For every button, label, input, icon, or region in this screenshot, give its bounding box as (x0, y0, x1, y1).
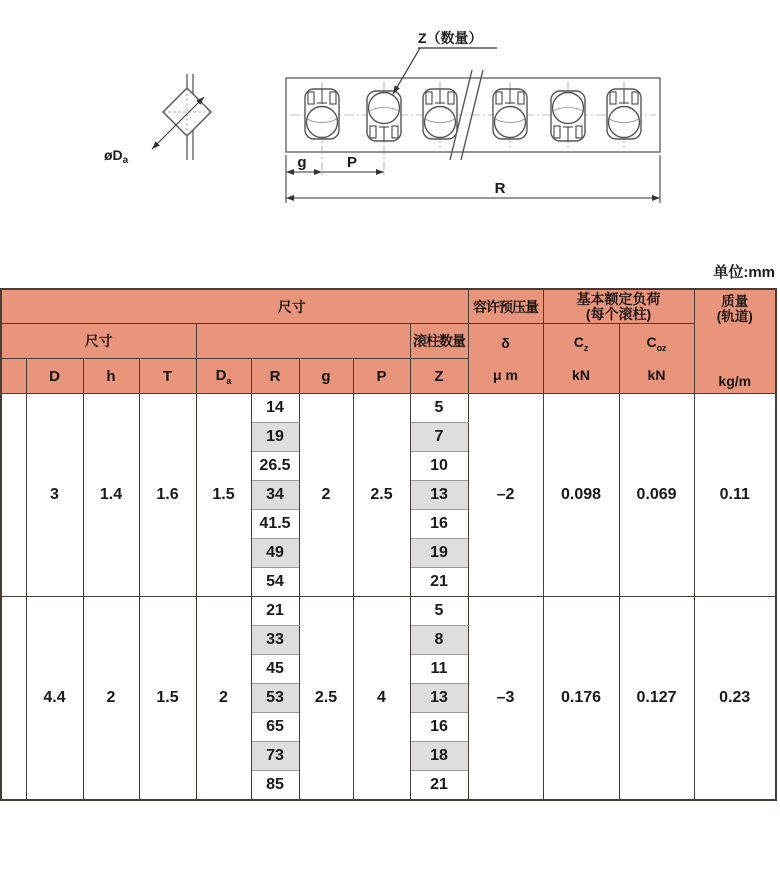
table-cell: 2 (196, 597, 251, 801)
table-cell: 85 (251, 771, 299, 801)
cross-section-view (104, 74, 211, 166)
table-cell: 10 (410, 452, 468, 481)
table-cell: 21 (251, 597, 299, 626)
da-dimension-label: $øD_a$ (104, 147, 129, 166)
table-body (1, 394, 776, 801)
header-mass: 质量 (轨道) kg/m (694, 289, 776, 394)
col-D: D (26, 359, 83, 394)
z-count-label: Z（数量） (418, 30, 483, 46)
table-cell: 65 (251, 713, 299, 742)
table-cell: –2 (468, 394, 543, 597)
table-cell: 11 (410, 655, 468, 684)
table-cell: 0.098 (543, 394, 619, 597)
table-cell: 1.5 (139, 597, 196, 801)
table-cell: 14 (251, 394, 299, 423)
table-cell: 26.5 (251, 452, 299, 481)
table-cell: 1.5 (196, 394, 251, 597)
table-cell: 2.5 (353, 394, 410, 597)
table-cell: 4.4 (26, 597, 83, 801)
table-row (1, 597, 776, 626)
header-empty-cell (196, 324, 410, 359)
table-cell: 0.127 (619, 597, 694, 801)
header-roller-count: 滚柱数量 (410, 324, 468, 359)
table-cell: 18 (410, 742, 468, 771)
table-cell: 5 (410, 597, 468, 626)
header-coz: $C_{oz}$ kN (619, 324, 694, 394)
table-cell: 13 (410, 481, 468, 510)
technical-diagram (0, 0, 780, 250)
table-cell: 41.5 (251, 510, 299, 539)
table-cell: 1.4 (83, 394, 139, 597)
table-cell: 21 (410, 568, 468, 597)
table-cell: 0.069 (619, 394, 694, 597)
table-cell: 0.176 (543, 597, 619, 801)
table-cell: 53 (251, 684, 299, 713)
table-cell: 4 (353, 597, 410, 801)
col-T: T (139, 359, 196, 394)
col-R: R (251, 359, 299, 394)
table-cell: 54 (251, 568, 299, 597)
col-model (1, 359, 26, 394)
table-cell: 1.6 (139, 394, 196, 597)
header-cz: $C_z$ kN (543, 324, 619, 394)
table-cell: –3 (468, 597, 543, 801)
p-dimension-label: P (346, 154, 358, 171)
table-row (1, 394, 776, 423)
table-cell: 45 (251, 655, 299, 684)
g-dimension-label: g (297, 154, 307, 171)
table-cell (1, 597, 26, 801)
header-delta: δ μ m (468, 324, 543, 394)
col-Z: Z (410, 359, 468, 394)
plan-view (286, 30, 660, 203)
col-g: g (299, 359, 353, 394)
col-Da: $D_a$ (196, 359, 251, 394)
table-cell: 2 (83, 597, 139, 801)
col-h: h (83, 359, 139, 394)
table-cell: 7 (410, 423, 468, 452)
header-preload: 容许预压量 (468, 289, 543, 324)
header-row-2 (1, 324, 776, 359)
col-P: P (353, 359, 410, 394)
table-cell: 16 (410, 713, 468, 742)
table-cell: 73 (251, 742, 299, 771)
table-cell: 2 (299, 394, 353, 597)
unit-label: 单位:mm (713, 264, 775, 281)
table-cell: 49 (251, 539, 299, 568)
table-cell (1, 394, 26, 597)
table-cell: 13 (410, 684, 468, 713)
table-cell: 21 (410, 771, 468, 801)
header-dimensions-sub: 尺寸 (1, 324, 196, 359)
table-cell: 19 (410, 539, 468, 568)
spec-table (0, 288, 777, 801)
table-cell: 33 (251, 626, 299, 655)
table-cell: 0.23 (694, 597, 776, 801)
table-cell: 3 (26, 394, 83, 597)
table-cell: 0.11 (694, 394, 776, 597)
header-load-rating: 基本额定负荷 (每个滚柱) (543, 289, 694, 324)
table-cell: 2.5 (299, 597, 353, 801)
r-dimension-label: R (494, 180, 506, 197)
table-cell: 5 (410, 394, 468, 423)
mass-unit: kg/m (718, 373, 752, 389)
header-row-1 (1, 289, 776, 324)
table-cell: 16 (410, 510, 468, 539)
table-header (1, 289, 776, 394)
header-dimensions: 尺寸 (1, 289, 468, 324)
table-cell: 19 (251, 423, 299, 452)
table-cell: 8 (410, 626, 468, 655)
table-cell: 34 (251, 481, 299, 510)
